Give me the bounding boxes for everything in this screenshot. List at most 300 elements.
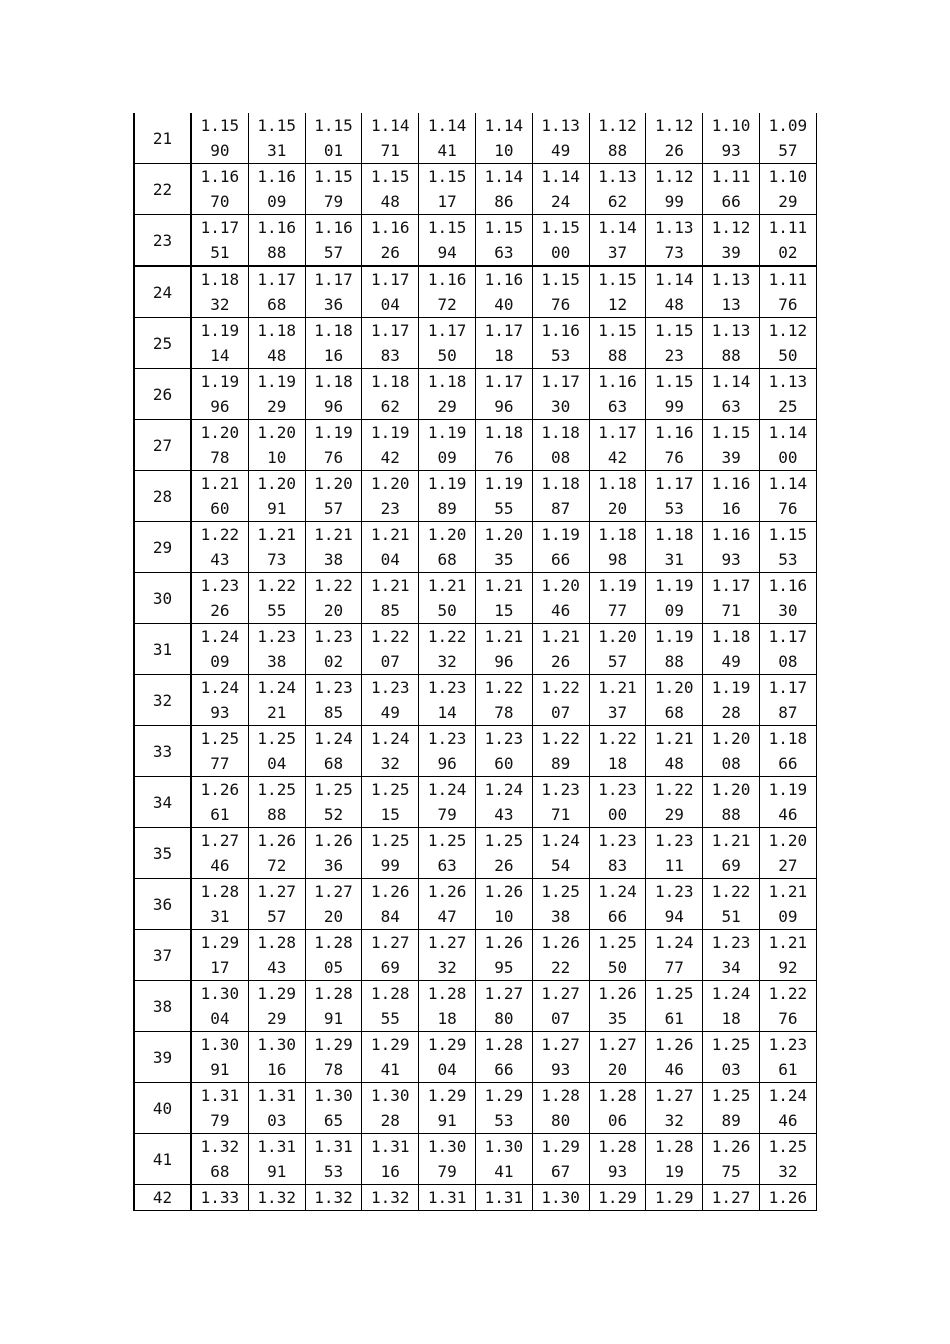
row-index-cell: 21 [134,113,191,164]
value-cell [589,675,646,726]
value-integer-part: 1.13 [711,321,751,340]
value-integer-part: 1.27 [541,1035,580,1054]
value-cell [532,828,589,879]
value-fraction-part: 43 [494,805,514,824]
value-cell [589,318,646,369]
value-integer-part: 1.27 [427,933,467,952]
value-integer-part: 1.10 [768,167,808,186]
value-integer-part: 1.15 [768,525,808,544]
value-cell [419,828,476,879]
value-cell [248,930,305,981]
value-fraction-part: 69 [721,856,741,875]
value-integer-part: 1.24 [598,882,637,901]
data-table-container [133,113,817,1211]
value-integer-part: 1.20 [711,780,751,799]
value-integer-part: 1.23 [257,627,296,646]
value-cell [191,1185,248,1211]
value-cell [589,1083,646,1134]
value-fraction-part: 47 [437,907,457,926]
value-cell [305,981,362,1032]
value-integer-part: 1.15 [257,116,296,135]
value-integer-part: 1.25 [427,831,467,850]
value-integer-part: 1.30 [427,1137,467,1156]
row-index-cell: 35 [134,828,191,879]
value-integer-part: 1.31 [257,1137,296,1156]
value-integer-part: 1.22 [314,576,353,595]
value-integer-part: 1.17 [598,423,637,442]
value-integer-part: 1.18 [257,321,296,340]
value-integer-part: 1.20 [314,474,353,493]
value-fraction-part: 93 [607,1162,628,1181]
value-fraction-part: 16 [380,1162,400,1181]
value-fraction-part: 48 [664,754,684,773]
value-integer-part: 1.15 [655,321,694,340]
value-integer-part: 1.23 [768,1035,808,1054]
value-integer-part: 1.23 [541,780,580,799]
value-cell [703,624,760,675]
value-fraction-part: 63 [721,397,741,416]
value-integer-part: 1.16 [257,218,296,237]
value-fraction-part: 22 [551,958,571,977]
value-fraction-part: 91 [323,1009,344,1028]
value-cell [589,164,646,215]
value-integer-part: 1.23 [200,576,240,595]
value-fraction-part: 73 [664,243,684,262]
value-integer-part: 1.26 [200,780,240,799]
row-index-cell: 31 [134,624,191,675]
value-integer-part: 1.16 [314,218,353,237]
value-cell [248,522,305,573]
value-integer-part: 1.17 [257,270,296,289]
value-cell [646,675,703,726]
value-integer-part: 1.14 [484,167,524,186]
value-integer-part: 1.24 [427,780,467,799]
value-integer-part: 1.27 [711,1188,751,1207]
value-cell [759,879,816,930]
value-fraction-part: 93 [721,550,741,569]
value-fraction-part: 46 [778,1111,798,1130]
value-integer-part: 1.11 [711,167,751,186]
value-cell [589,1032,646,1083]
value-cell [191,930,248,981]
value-integer-part: 1.24 [257,678,296,697]
value-cell [646,624,703,675]
value-cell [475,215,532,267]
value-integer-part: 1.22 [655,780,694,799]
value-cell [419,777,476,828]
value-integer-part: 1.27 [371,933,410,952]
value-cell [703,777,760,828]
value-integer-part: 1.21 [768,882,808,901]
table-row [134,930,816,981]
value-cell [646,522,703,573]
value-cell [759,318,816,369]
value-cell [475,981,532,1032]
value-integer-part: 1.25 [371,780,410,799]
value-cell [362,828,419,879]
value-integer-part: 1.19 [655,576,694,595]
value-fraction-part: 99 [664,397,684,416]
value-integer-part: 1.12 [655,167,694,186]
value-fraction-part: 94 [437,243,457,262]
value-cell [532,471,589,522]
value-cell [759,266,816,318]
value-fraction-part: 76 [778,499,798,518]
value-fraction-part: 29 [664,805,684,824]
value-fraction-part: 57 [323,499,344,518]
row-index-cell: 33 [134,726,191,777]
value-fraction-part: 10 [494,141,514,160]
value-cell [475,266,532,318]
value-cell [646,164,703,215]
value-cell [419,1032,476,1083]
row-index-cell: 32 [134,675,191,726]
row-index-cell: 23 [134,215,191,267]
value-cell [248,318,305,369]
value-fraction-part: 53 [778,550,798,569]
value-integer-part: 1.19 [371,423,410,442]
value-integer-part: 1.16 [257,167,296,186]
value-cell [419,1083,476,1134]
value-cell [759,420,816,471]
value-integer-part: 1.14 [427,116,467,135]
value-integer-part: 1.24 [655,933,694,952]
value-fraction-part: 43 [267,958,287,977]
value-integer-part: 1.18 [598,525,637,544]
value-cell [646,215,703,267]
value-cell [305,930,362,981]
value-fraction-part: 29 [778,192,798,211]
value-fraction-part: 68 [210,1162,230,1181]
value-cell [362,777,419,828]
value-fraction-part: 96 [494,397,514,416]
value-fraction-part: 94 [664,907,684,926]
value-integer-part: 1.20 [711,729,751,748]
value-cell [305,1185,362,1211]
value-fraction-part: 76 [551,295,571,314]
value-fraction-part: 88 [267,243,287,262]
value-fraction-part: 28 [380,1111,400,1130]
value-integer-part: 1.23 [371,678,410,697]
value-integer-part: 1.18 [711,627,751,646]
value-fraction-part: 16 [267,1060,287,1079]
value-integer-part: 1.20 [257,423,296,442]
value-cell [191,113,248,164]
value-integer-part: 1.29 [598,1188,637,1207]
value-fraction-part: 18 [721,1009,741,1028]
value-fraction-part: 38 [323,550,344,569]
value-fraction-part: 18 [494,346,514,365]
value-fraction-part: 26 [551,652,571,671]
value-integer-part: 1.20 [768,831,808,850]
value-fraction-part: 41 [437,141,457,160]
value-fraction-part: 76 [778,295,798,314]
value-cell [532,624,589,675]
value-fraction-part: 51 [210,243,230,262]
value-integer-part: 1.19 [200,372,240,391]
value-fraction-part: 61 [778,1060,798,1079]
value-cell [589,1185,646,1211]
value-cell [419,471,476,522]
value-fraction-part: 09 [437,448,457,467]
value-cell [248,879,305,930]
value-integer-part: 1.16 [711,525,751,544]
value-fraction-part: 31 [664,550,684,569]
value-cell [759,113,816,164]
value-fraction-part: 23 [380,499,400,518]
value-fraction-part: 31 [210,907,230,926]
value-fraction-part: 63 [437,856,457,875]
table-row [134,675,816,726]
value-cell [589,777,646,828]
value-integer-part: 1.12 [655,116,694,135]
value-cell [703,113,760,164]
row-index-cell: 25 [134,318,191,369]
value-integer-part: 1.14 [371,116,410,135]
value-integer-part: 1.25 [257,729,296,748]
value-cell [589,420,646,471]
value-fraction-part: 70 [210,192,230,211]
value-cell [191,471,248,522]
value-fraction-part: 71 [721,601,741,620]
value-fraction-part: 27 [778,856,798,875]
value-integer-part: 1.25 [655,984,694,1003]
value-integer-part: 1.14 [655,270,694,289]
value-integer-part: 1.15 [598,270,637,289]
value-integer-part: 1.25 [371,831,410,850]
value-integer-part: 1.19 [200,321,240,340]
value-fraction-part: 09 [267,192,287,211]
value-cell [362,113,419,164]
value-fraction-part: 00 [551,243,571,262]
value-integer-part: 1.25 [257,780,296,799]
value-fraction-part: 28 [721,703,741,722]
value-integer-part: 1.17 [314,270,353,289]
value-cell [362,369,419,420]
value-fraction-part: 87 [778,703,798,722]
value-fraction-part: 04 [210,1009,230,1028]
value-cell [759,369,816,420]
value-fraction-part: 50 [778,346,798,365]
value-cell [248,215,305,267]
value-fraction-part: 00 [607,805,628,824]
value-integer-part: 1.26 [655,1035,694,1054]
value-fraction-part: 88 [607,141,628,160]
value-integer-part: 1.32 [200,1137,240,1156]
table-row [134,1134,816,1185]
value-integer-part: 1.15 [200,116,240,135]
value-fraction-part: 04 [380,550,400,569]
value-cell [589,573,646,624]
value-cell [362,522,419,573]
value-fraction-part: 96 [323,397,344,416]
value-fraction-part: 69 [380,958,400,977]
row-index-cell: 36 [134,879,191,930]
value-fraction-part: 88 [607,346,628,365]
value-fraction-part: 42 [380,448,400,467]
value-fraction-part: 26 [210,601,230,620]
table-body [134,113,816,1211]
value-cell [248,726,305,777]
row-index-cell: 34 [134,777,191,828]
value-integer-part: 1.29 [427,1035,467,1054]
value-cell [759,1134,816,1185]
value-integer-part: 1.16 [655,423,694,442]
value-cell [191,318,248,369]
value-cell [362,266,419,318]
value-integer-part: 1.17 [427,321,467,340]
value-integer-part: 1.18 [768,729,808,748]
value-fraction-part: 49 [551,141,571,160]
value-cell [191,522,248,573]
value-fraction-part: 55 [494,499,514,518]
value-cell [362,573,419,624]
value-fraction-part: 80 [494,1009,514,1028]
value-fraction-part: 00 [778,448,798,467]
value-fraction-part: 11 [664,856,684,875]
value-fraction-part: 05 [323,958,344,977]
value-cell [305,420,362,471]
value-fraction-part: 60 [494,754,514,773]
table-row [134,1083,816,1134]
value-cell [703,930,760,981]
value-cell [703,471,760,522]
value-integer-part: 1.22 [257,576,296,595]
value-cell [305,777,362,828]
value-integer-part: 1.13 [711,270,751,289]
value-integer-part: 1.28 [427,984,467,1003]
value-cell [475,471,532,522]
value-cell [191,369,248,420]
value-fraction-part: 39 [721,243,741,262]
value-cell [589,266,646,318]
value-cell [248,1032,305,1083]
value-fraction-part: 50 [437,601,457,620]
value-fraction-part: 88 [721,346,741,365]
value-fraction-part: 35 [607,1009,628,1028]
value-cell [362,930,419,981]
value-fraction-part: 46 [778,805,798,824]
value-cell [759,522,816,573]
value-cell [703,1185,760,1211]
value-fraction-part: 10 [494,907,514,926]
value-fraction-part: 08 [551,448,571,467]
value-integer-part: 1.15 [314,116,353,135]
value-fraction-part: 89 [437,499,457,518]
value-integer-part: 1.17 [655,474,694,493]
value-integer-part: 1.24 [541,831,580,850]
value-cell [532,981,589,1032]
row-index-cell: 28 [134,471,191,522]
value-fraction-part: 20 [607,499,628,518]
value-integer-part: 1.11 [768,218,808,237]
value-fraction-part: 03 [721,1060,741,1079]
value-integer-part: 1.28 [598,1086,637,1105]
value-integer-part: 1.15 [371,167,410,186]
value-fraction-part: 06 [607,1111,628,1130]
value-cell [532,164,589,215]
value-cell [646,113,703,164]
value-cell [646,1134,703,1185]
row-index-cell: 40 [134,1083,191,1134]
value-integer-part: 1.17 [484,372,524,391]
value-integer-part: 1.22 [768,984,808,1003]
value-fraction-part: 53 [494,1111,514,1130]
value-cell [703,215,760,267]
value-cell [532,318,589,369]
value-fraction-part: 92 [778,958,798,977]
value-cell [419,879,476,930]
value-fraction-part: 48 [267,346,287,365]
value-cell [646,879,703,930]
value-integer-part: 1.21 [768,933,808,952]
value-integer-part: 1.31 [200,1086,240,1105]
value-fraction-part: 77 [607,601,628,620]
value-fraction-part: 57 [323,243,344,262]
value-fraction-part: 87 [551,499,571,518]
value-integer-part: 1.29 [655,1188,694,1207]
value-cell [475,1032,532,1083]
value-fraction-part: 60 [210,499,230,518]
value-integer-part: 1.21 [200,474,240,493]
value-integer-part: 1.16 [427,270,467,289]
value-cell [419,573,476,624]
value-cell [305,726,362,777]
value-cell [532,879,589,930]
value-cell [589,828,646,879]
value-integer-part: 1.19 [768,780,808,799]
value-cell [532,420,589,471]
value-fraction-part: 21 [267,703,287,722]
value-fraction-part: 40 [494,295,514,314]
value-integer-part: 1.30 [314,1086,353,1105]
value-fraction-part: 85 [380,601,400,620]
value-fraction-part: 20 [323,601,344,620]
value-fraction-part: 20 [323,907,344,926]
value-integer-part: 1.20 [257,474,296,493]
value-fraction-part: 31 [267,141,287,160]
value-cell [248,113,305,164]
value-integer-part: 1.21 [427,576,467,595]
value-fraction-part: 24 [551,192,571,211]
value-fraction-part: 84 [380,907,400,926]
value-integer-part: 1.18 [484,423,524,442]
value-integer-part: 1.30 [257,1035,296,1054]
value-cell [362,1134,419,1185]
value-fraction-part: 32 [210,295,230,314]
value-integer-part: 1.19 [484,474,524,493]
value-fraction-part: 17 [437,192,457,211]
value-cell [532,1083,589,1134]
value-cell [248,471,305,522]
value-integer-part: 1.25 [711,1035,751,1054]
value-cell [475,777,532,828]
value-cell [419,624,476,675]
value-cell [419,266,476,318]
value-integer-part: 1.32 [371,1188,410,1207]
value-cell [589,522,646,573]
value-cell [419,522,476,573]
value-cell [759,1032,816,1083]
value-integer-part: 1.21 [257,525,296,544]
value-cell [646,1185,703,1211]
value-cell [305,266,362,318]
value-cell [759,981,816,1032]
value-cell [475,113,532,164]
value-fraction-part: 66 [607,907,628,926]
value-cell [248,675,305,726]
value-cell [703,1032,760,1083]
